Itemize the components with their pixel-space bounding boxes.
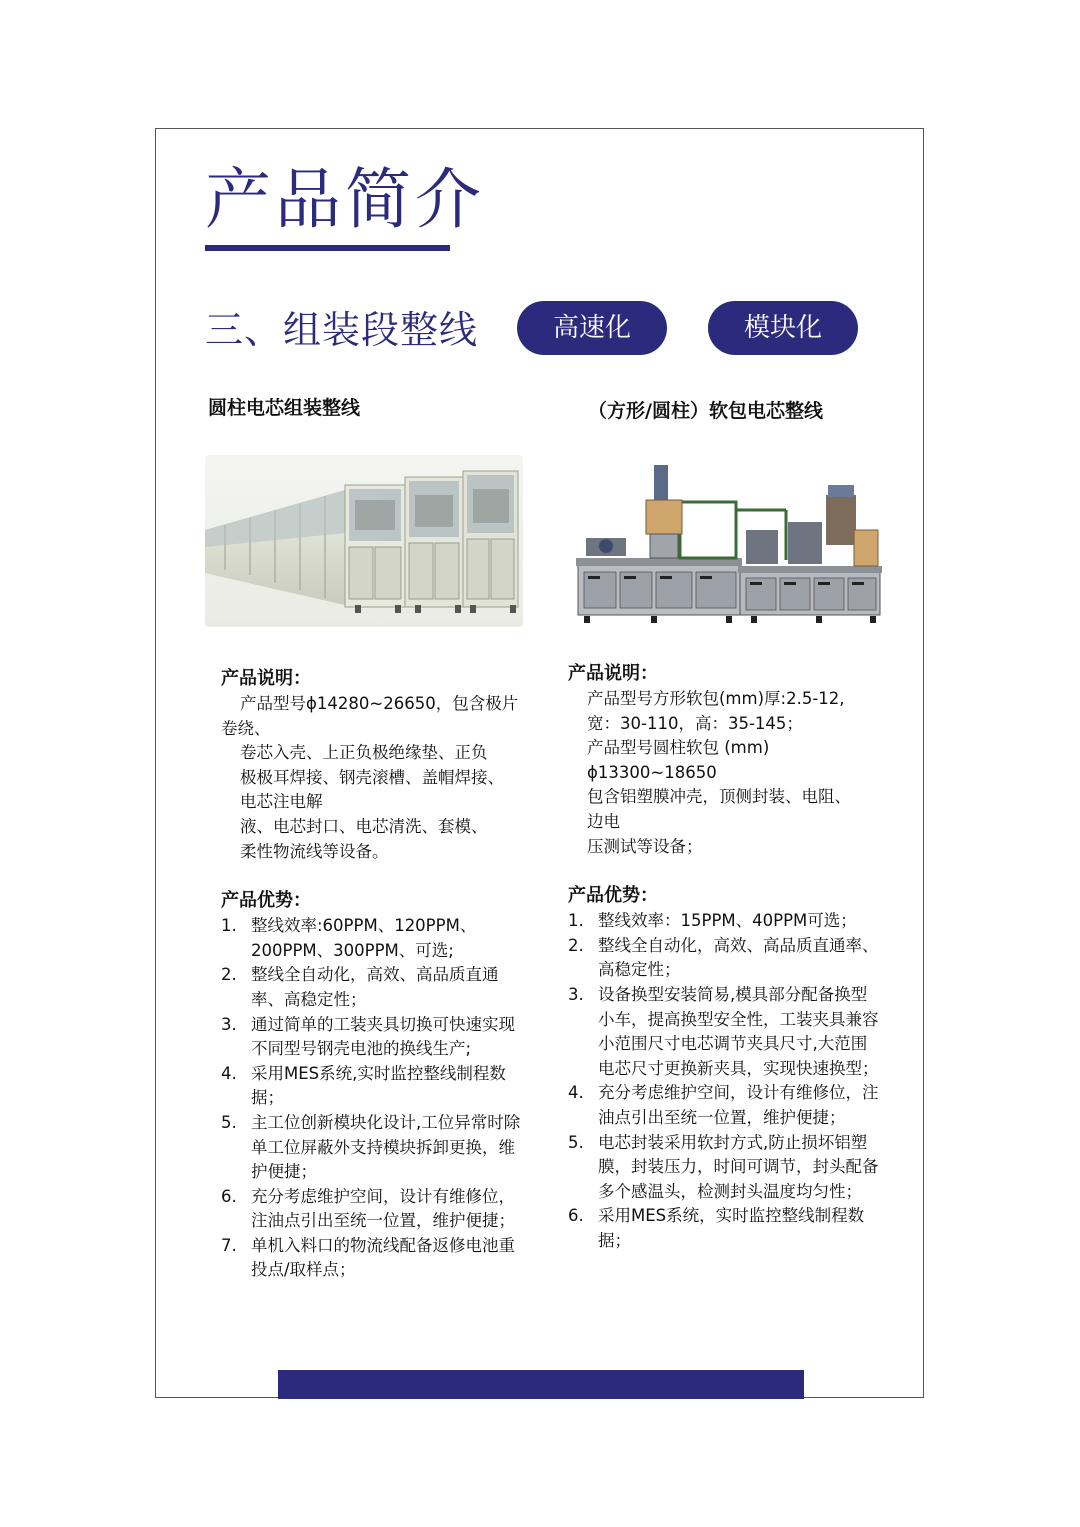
right-advantages-list [568, 909, 883, 1253]
pouch-line-render [576, 460, 882, 632]
list-item-text: 充分考虑维护空间，设计有维修位，注油点引出至统一位置，维护便捷； [598, 1083, 879, 1127]
list-item [568, 983, 883, 1081]
tag-modular: 模块化 [708, 301, 858, 355]
right-desc-line: 宽：30-110，高：35-145； [587, 713, 803, 733]
left-subtitle: 圆柱电芯组装整线 [208, 397, 361, 419]
left-desc-line: 液、电芯封口、电芯清洗、套模、 [240, 816, 488, 836]
cylindrical-line-photo [205, 455, 523, 627]
right-desc-heading: 产品说明： [568, 663, 658, 684]
list-item-number: 2. [221, 965, 237, 985]
left-desc-line: 极极耳焊接、钢壳滚槽、盖帽焊接、 [240, 767, 504, 787]
left-desc-line: 卷绕、 [221, 718, 271, 738]
list-item [568, 934, 883, 983]
left-desc-heading: 产品说明： [221, 668, 311, 689]
right-desc-line: 压测试等设备； [587, 836, 703, 856]
right-desc-line: 产品型号方形软包(mm)厚:2.5-12, [587, 689, 845, 708]
section-title: 三、组装段整线 [205, 308, 479, 352]
left-desc-line: 电芯注电解 [240, 792, 323, 812]
list-item-number: 6. [221, 1186, 237, 1206]
list-item-text: 通过简单的工装夹具切换可快速实现不同型号钢壳电池的换线生产; [251, 1014, 515, 1059]
list-item-number: 2. [568, 935, 584, 955]
list-item-text: 整线全自动化，高效、高品质直通率、高稳定性； [598, 935, 879, 980]
right-desc-line: 边电 [587, 811, 620, 831]
list-item-number: 6. [568, 1206, 584, 1226]
list-item-number: 4. [221, 1063, 237, 1083]
list-item-text: 采用MES系统,实时监控整线制程数据； [251, 1063, 506, 1108]
list-item-text: 充分考虑维护空间，设计有维修位，注油点引出至统一位置，维护便捷； [251, 1186, 515, 1231]
left-desc [221, 692, 531, 864]
list-item [568, 1081, 883, 1130]
right-desc-line: 产品型号圆柱软包 (mm) [587, 738, 770, 758]
list-item-number: 5. [568, 1132, 584, 1152]
list-item-text: 整线效率:60PPM、120PPM、200PPM、300PPM、可选; [251, 916, 477, 960]
list-item-number: 5. [221, 1112, 237, 1132]
list-item-text: 电芯封装采用软封方式,防止损坏铝塑膜，封装压力，时间可调节，封头配备多个感温头，检测封头温度均匀性； [598, 1132, 879, 1201]
right-desc-line: ϕ13300~18650 [587, 762, 717, 782]
cylindrical-cell-assembly-line-photo-icon [205, 455, 523, 627]
list-item-text: 整线效率：15PPM、40PPM可选； [598, 911, 857, 931]
list-item [221, 1234, 531, 1283]
list-item [568, 909, 883, 934]
list-item [221, 1062, 531, 1111]
tag-high-speed: 高速化 [517, 301, 667, 355]
list-item-number: 3. [568, 984, 584, 1004]
left-adv-heading: 产品优势： [221, 890, 311, 912]
list-item-text: 设备换型安装简易,模具部分配备换型小车，提高换型安全性，工装夹具兼容小范围尺寸电芯调节夹具尺寸,大范围电芯尺寸更换新夹具，实现快速换型； [598, 984, 879, 1078]
left-column [221, 665, 531, 1283]
list-item-text: 整线全自动化，高效、高品质直通率、高稳定性； [251, 965, 499, 1009]
list-item-text: 采用MES系统，实时监控整线制程数据； [598, 1206, 865, 1250]
right-subtitle: （方形/圆柱）软包电芯整线 [588, 400, 823, 422]
pouch-cell-line-3d-render-icon [576, 460, 882, 632]
right-desc-line: 包含铝塑膜冲壳，顶侧封装、电阻、 [587, 787, 851, 807]
right-adv-heading: 产品优势： [568, 885, 658, 907]
left-desc-line: 卷芯入壳、上正负极绝缘垫、正负 [240, 743, 488, 763]
list-item [221, 1185, 531, 1234]
list-item [568, 1204, 883, 1253]
left-desc-line: 柔性物流线等设备。 [240, 841, 389, 861]
list-item-number: 3. [221, 1014, 237, 1034]
list-item-number: 7. [221, 1235, 237, 1255]
list-item [221, 1013, 531, 1062]
list-item-text: 主工位创新模块化设计,工位异常时除单工位屏蔽外支持模块拆卸更换，维护便捷； [251, 1112, 521, 1182]
left-desc-line: 产品型号ϕ14280~26650，包含极片 [240, 694, 519, 713]
right-column [568, 660, 883, 1253]
footer-bar [278, 1370, 804, 1399]
list-item [221, 1111, 531, 1185]
left-advantages-list [221, 914, 531, 1283]
list-item [221, 914, 531, 963]
list-item-number: 1. [221, 916, 237, 936]
list-item [568, 1131, 883, 1205]
list-item-text: 单机入料口的物流线配备返修电池重投点/取样点； [251, 1235, 515, 1280]
list-item-number: 4. [568, 1083, 584, 1103]
title-underline [205, 245, 450, 251]
right-desc [568, 687, 883, 859]
list-item [221, 963, 531, 1012]
page-title: 产品简介 [205, 161, 485, 238]
list-item-number: 1. [568, 911, 584, 931]
